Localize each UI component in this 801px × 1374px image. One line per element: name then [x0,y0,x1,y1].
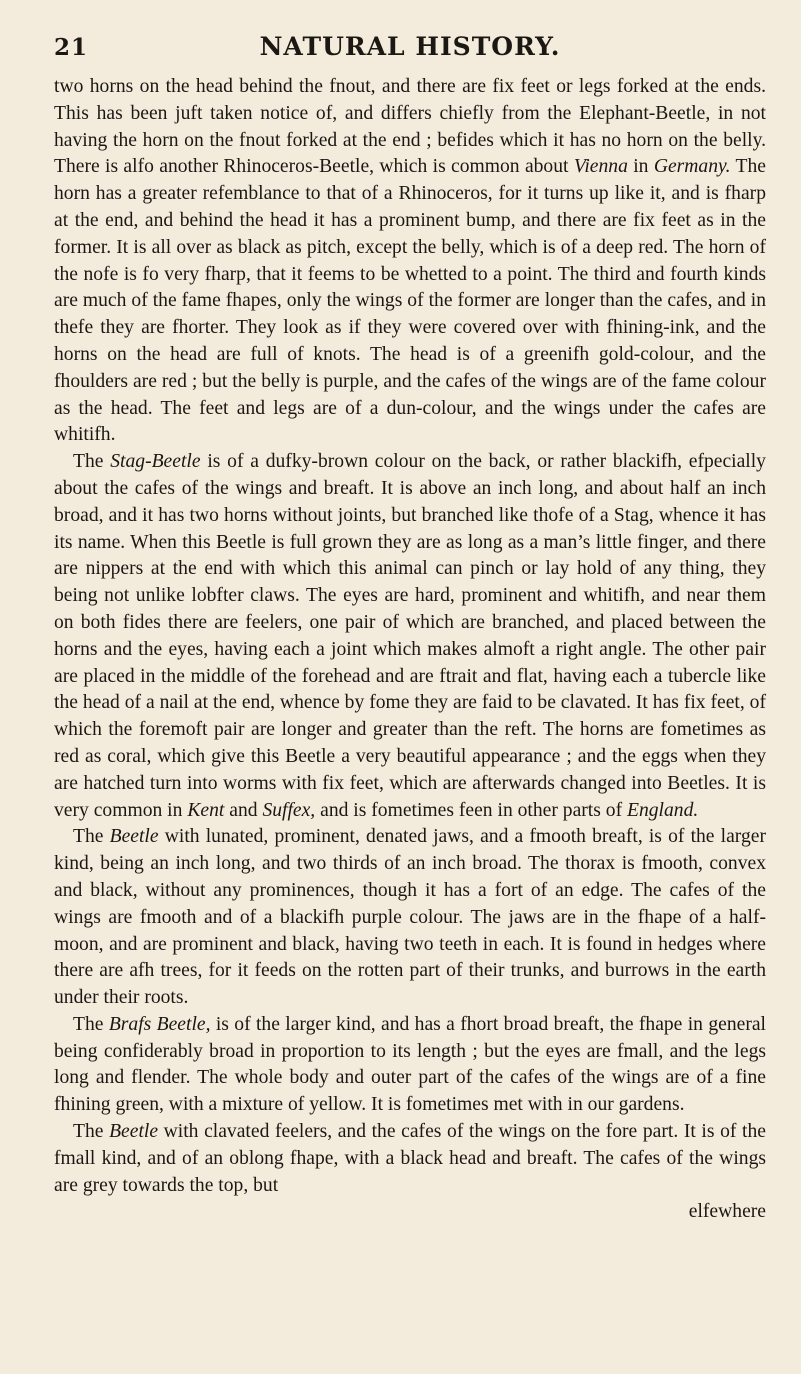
text-segment: and [224,799,263,821]
italic-text: Beetle [109,1121,159,1143]
italic-text: Kent [187,799,225,821]
book-page [54,32,766,1225]
text-segment: The [73,1121,110,1143]
page-header [54,32,766,70]
italic-text: Stag-Beetle [110,451,201,473]
paragraph [54,449,766,824]
paragraph [54,824,766,1012]
text-segment: is of a dufky-brown colour on the back, or rather blackifh, efpecially about the cafes of the wings and breaft. It is above an inch long, and about half an inch broad, and it has two horns without joints, but branched like thofe of a Stag, whence it has its name. When this Beetle is full grown they are as long as a man’s little finger, and there are nippers at the end with which this animal can pinch or lay hold of any thing, they being not unlike lobfter claws. The eyes are hard, prominent and whitifh, and near them on both fides there are feelers, one pair of which are branched, and placed between the horns and the eyes, having each a joint which makes almoft a right angle. The other pair are placed in the middle of the forehead and are ftrait and flat, having each a tubercle like the head of a nail at the end, whence by fome they are faid to be clavated. It has fix feet, of which the foremoft pair are longer and greater than the reft. The horns are fometimes as red as coral, which give this Beetle a very beautiful appearance ; and the eggs when they are hatched turn into worms with fix feet, which are afterwards changed into Beetles. It is very common in [54,451,766,821]
text-segment: The [73,826,110,848]
running-head: NATURAL HISTORY. [259,32,561,61]
italic-text: Suffex, [262,799,316,821]
paragraph [54,1012,766,1119]
page-number: 21 [54,34,89,61]
italic-text: England. [627,799,699,821]
text-segment: The horn has a greater refemblance to that of a Rhinoceros, for it turns up like it, and is fharp at the end, and behind the head it has a prominent bump, and there are fix feet as in the former. It is all over as black as pitch, except the belly, which is of a deep red. The horn of the nofe is fo very fharp, that it feems to be whetted to a point. The third and fourth kinds are much of the fame fhapes, only the wings of the former are longer than the cafes, and in thefe they are fhorter. They look as if they were covered over with fhining-ink, and the horns on the head are full of knots. The head is of a greenifh gold-colour, and the fhoulders are red ; but the belly is purple, and the cafes of the wings are of the fame colour as the head. The feet and legs are of a dun-colour, and the wings under the cafes are whitifh. [54,156,766,446]
text-segment: with lunated, prominent, denated jaws, and a fmooth breaft, is of the larger kind, being an inch long, and two thirds of an inch broad. The thorax is fmooth, convex and black, without any prominences, though it has a fort of an edge. The cafes of the wings are fmooth and of a blackifh purple colour. The jaws are in the fhape of a half-moon, and are prominent and black, having two teeth in each. It is found in hedges where there are afh trees, for it feeds on the rotten part of their trunks, and burrows in the earth under their roots. [54,826,766,1009]
italic-text: Beetle [109,826,159,848]
text-segment: and is fometimes feen in other parts of [315,799,627,821]
paragraph [54,74,766,449]
text-segment: in [627,156,654,178]
italic-text: Germany. [653,156,731,178]
text-segment: is of the larger kind, and has a fhort broad breaft, the fhape in general being confiderably broad in proportion to its length ; but the eyes are fmall, and the legs long and flender. The whole body and outer part of the cafes of the wings are of a fine fhining green, with a mixture of yellow. It is fometimes met with in our gardens. [54,1013,766,1116]
italic-text: Brafs Beetle, [108,1013,211,1035]
paragraph [54,1119,766,1199]
catchword: elfewhere [688,1201,766,1223]
text-segment: The [73,451,111,473]
text-segment: with clavated feelers, and the cafes of the wings on the fore part. It is of the fmall kind, and of an oblong fhape, with a black head and breaft. The cafes of the wings are grey towards the top, but [54,1121,766,1196]
body-text [54,74,766,1199]
italic-text: Vienna [573,156,628,178]
text-segment: two horns on the head behind the fnout, and there are fix feet or legs forked at the ends. This has been juft taken notice of, and differs chiefly from the Elephant-Beetle, in not having the horn on the fnout forked at the end ; befides which it has no horn on the belly. There is alfo another Rhinoceros-Beetle, which is common about [54,76,766,178]
text-segment: The [73,1013,109,1035]
